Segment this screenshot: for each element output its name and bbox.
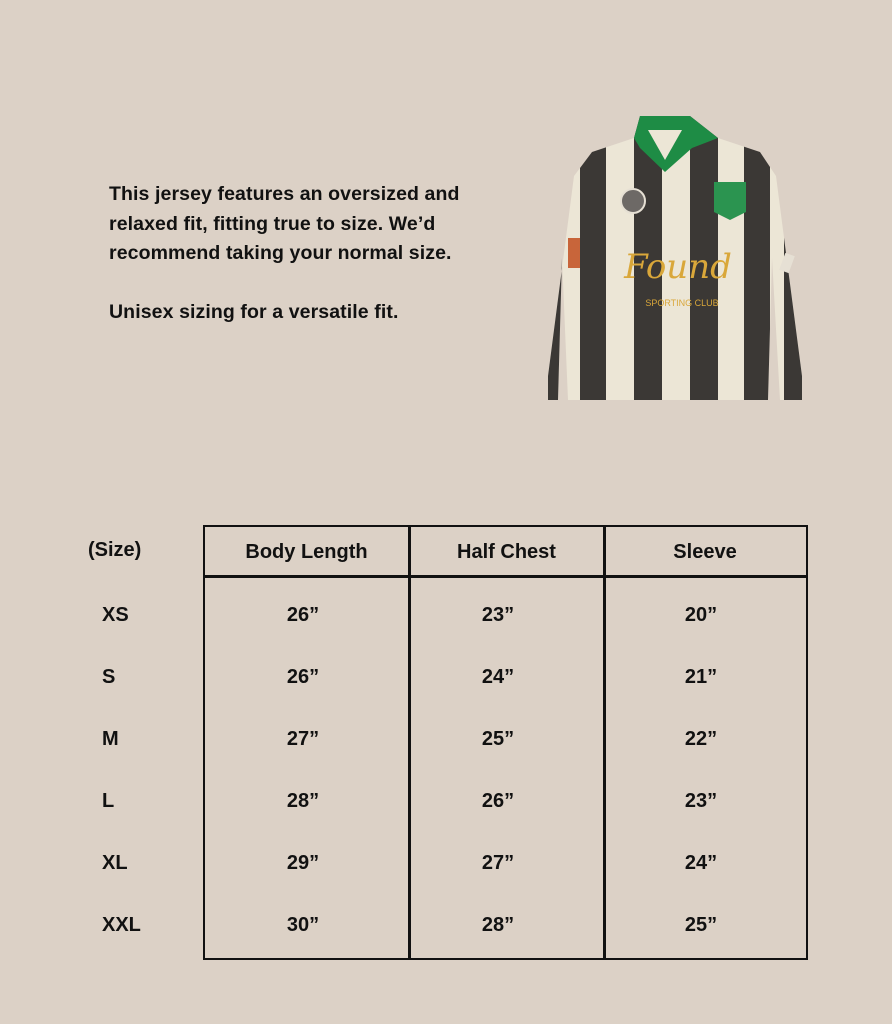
table-cell: 23” [481, 604, 515, 626]
column-header-sleeve: Sleeve [673, 541, 737, 563]
table-cell: 26” [286, 604, 320, 626]
header-divider [205, 575, 806, 578]
table-cell: 22” [684, 728, 718, 750]
size-label-m: M [102, 728, 119, 750]
table-cell: 23” [684, 790, 718, 812]
left-chest-badge-icon [621, 189, 645, 213]
column-divider [408, 527, 411, 958]
table-cell: 28” [481, 914, 515, 936]
size-column-header: (Size) [88, 539, 142, 561]
table-cell: 26” [286, 666, 320, 688]
sleeve-patch-icon [568, 238, 580, 268]
table-cell: 27” [286, 728, 320, 750]
column-header-body-length: Body Length [245, 541, 368, 563]
size-label-xxl: XXL [102, 914, 141, 936]
table-cell: 24” [481, 666, 515, 688]
column-divider [603, 527, 606, 958]
size-chart-table [203, 525, 808, 960]
table-cell: 26” [481, 790, 515, 812]
table-cell: 21” [684, 666, 718, 688]
size-label-l: L [102, 790, 115, 812]
table-cell: 29” [286, 852, 320, 874]
fit-description: This jersey features an oversized and relaxed fit, fitting true to size. We’d recommend taking your normal size. [109, 183, 460, 264]
crest-badge-icon [714, 182, 746, 220]
table-cell: 24” [684, 852, 718, 874]
size-label-s: S [102, 666, 116, 688]
size-label-xl: XL [102, 852, 128, 874]
unisex-note: Unisex sizing for a versatile fit. [109, 300, 399, 323]
table-cell: 25” [684, 914, 718, 936]
table-cell: 25” [481, 728, 515, 750]
table-cell: 28” [286, 790, 320, 812]
intro-text [109, 180, 519, 327]
column-header-half-chest: Half Chest [457, 541, 556, 563]
jersey-image [540, 108, 812, 404]
table-cell: 27” [481, 852, 515, 874]
script-logo: Found [624, 247, 732, 287]
crest-text: SPORTING CLUB [645, 298, 719, 308]
table-cell: 30” [286, 914, 320, 936]
table-cell: 20” [684, 604, 718, 626]
size-label-xs: XS [102, 604, 129, 626]
